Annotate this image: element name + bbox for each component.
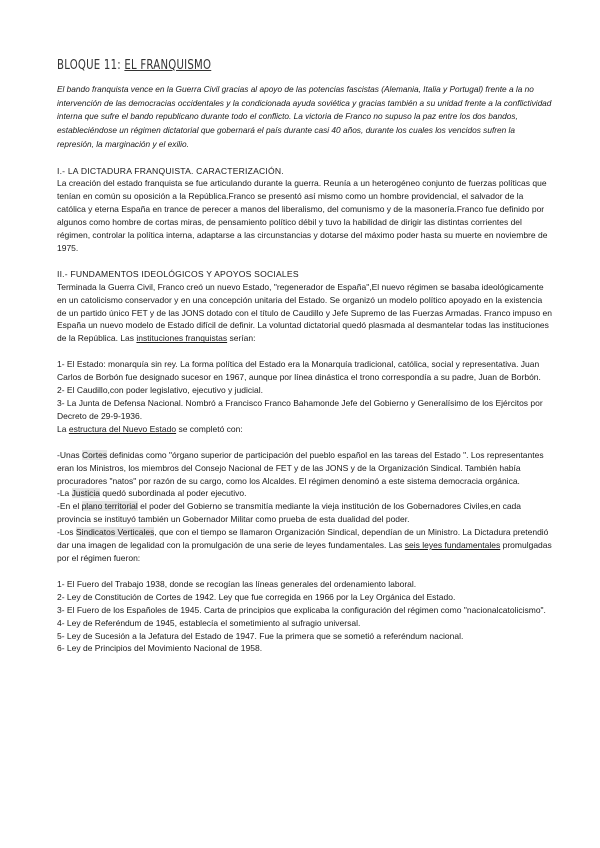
justicia-pre: -La — [57, 488, 72, 499]
intro-paragraph: El bando franquista vence en la Guerra Civil gracias al apoyo de las potencias fascistas (Alemania, Italia y Portugal) frente a la no intervención de las democracias occidentales y la condicionada ayuda soviética y gracias también a su unidad frente a la conflictividad interna que sufre el bando republicano durante todo el conflicto. La victoria de Franco no supuso la paz entre los dos bandos, estableciéndose un régimen dictatorial que gobernará el país durante casi 40 años, durante los cuales los vencidos sufren la represión, la marginación y el exilio. — [57, 84, 552, 149]
section-2 — [57, 268, 553, 655]
leyes-post: promulgadas por el régimen fueron: — [57, 540, 552, 563]
law-item: 3- El Fuero de los Españoles de 1945. Carta de principios que explicaba la configuración del régimen como "nacionalcatolicismo". — [57, 604, 546, 615]
institution-item: 1- El Estado: monarquía sin rey. La forma política del Estado era la Monarquía tradicional, católica, social y representativa. Juan Carlos de Borbón fue designado sucesor en 1967, aunque por línea dinástica el trono correspondía a su padre, Juan de Borbón. — [57, 359, 541, 383]
plano-pre: -En el — [57, 501, 82, 512]
sindicatos-highlight: Sindicatos Verticales — [75, 527, 155, 538]
justicia-paragraph — [57, 487, 553, 500]
sindicatos-post: , que con el tiempo se llamaron Organización Sindical, dependían de un Ministro. La Dictadura pretendió dar una imagen de legalidad con la promulgación de una serie de leyes fundamentales. Las — [57, 527, 549, 551]
law-item: 1- El Fuero del Trabajo 1938, donde se recogían las líneas generales del ordenamiento laboral. — [57, 578, 417, 589]
leyes-link: seis leyes fundamentales — [404, 540, 501, 551]
structure-line — [57, 423, 553, 436]
plano-paragraph — [57, 500, 553, 526]
law-item: 6- Ley de Principios del Movimiento Nacional de 1958. — [57, 643, 263, 654]
plano-highlight: plano territorial — [81, 501, 138, 512]
structure-post: se completó con: — [176, 423, 243, 434]
page-title — [57, 58, 444, 73]
sindicatos-pre: -Los — [57, 527, 76, 538]
law-item: 4- Ley de Referéndum de 1945, establecía el sometimiento al sufragio universal. — [57, 617, 361, 628]
plano-post: el poder del Gobierno se transmitía mediante la vieja institución de los Gobernadores Civiles,en cada provincia se instituyó también un Gobernador Militar como prueba de esta dualidad del poder. — [57, 501, 521, 525]
section-2-body-text: Terminada la Guerra Civil, Franco creó un nuevo Estado, "regenerador de España",El nuevo régimen se basaba ideológicamente en un catolicismo conservador y en una concepción unitaria del Estado. Se organizó un modelo político apoyado en la existencia de un partido único FET y de las JONS dotado con el título de Caudillo y Jefe Supremo de las Fuerzas Armadas. Franco impuso en España un nuevo modelo de Estado difícil de definir. La voluntad dictatorial quedó plasmada al desmantelar todas las instituciones de la República. Las — [57, 281, 552, 344]
section-1-body: La creación del estado franquista se fue articulando durante la guerra. Reunía a un heterogéneo conjunto de fuerzas políticas que tenían en común su oposición a la República.Franco se presentó así mismo como un hombre providencial, el salvador de la católica y eterna España en trance de perecer a manos del liberalismo, del comunismo y de la masonería.Franco fue definido por algunos como hombre de cortas miras, de pensamiento político débil y tuvo la habilidad de dirigir las distintas corrientes del régimen, controlar la política interna, adaptarse a las circunstancias y dotarse del máximo poder hasta su muerte en noviembre de 1975. — [57, 178, 548, 253]
title-main: BLOQUE 11: — [57, 58, 121, 73]
document-page — [57, 58, 553, 668]
instituciones-link: instituciones franquistas — [136, 333, 228, 344]
section-1-heading: I.- LA DICTADURA FRANQUISTA. CARACTERIZACIÓN. — [57, 165, 284, 176]
cortes-highlight: Cortes — [82, 449, 108, 460]
sindicatos-paragraph — [57, 526, 553, 565]
cortes-pre: -Unas — [57, 449, 83, 460]
justicia-post: quedó subordinada al poder ejecutivo. — [100, 488, 247, 499]
section-2-heading: II.- FUNDAMENTOS IDEOLÓGICOS Y APOYOS SOCIALES — [57, 268, 299, 279]
justicia-highlight: Justicia — [71, 488, 100, 499]
title-subject: EL FRANQUISMO — [124, 58, 212, 73]
cortes-post: definidas como "órgano superior de participación del pueblo español en las tareas del Estado ". Los representantes eran los Ministros, los miembros del Consejo Nacional de FET y de las JONS y de la Organización Sindical. También había procuradores "natos" por razón de su cargo, como los Alcaldes. El régimen denominó a este sistema democracia orgánica. — [57, 449, 544, 486]
section-1 — [57, 165, 553, 255]
section-2-body — [57, 281, 553, 346]
institution-item: 3- La Junta de Defensa Nacional. Nombró a Francisco Franco Bahamonde Jefe del Gobierno y Generalísimo de los Ejércitos por Decreto de 29-9-1936. — [57, 398, 543, 421]
section-2-body-end: serían: — [227, 333, 256, 344]
structure-pre: La — [57, 423, 67, 434]
law-item: 2- Ley de Constitución de Cortes de 1942. Ley que fue corregida en 1966 por la Ley Orgánica del Estado. — [57, 591, 456, 602]
estructura-link: estructura del Nuevo Estado — [68, 423, 177, 434]
cortes-paragraph — [57, 449, 553, 488]
law-item: 5- Ley de Sucesión a la Jefatura del Estado de 1947. Fue la primera que se sometió a referéndum nacional. — [57, 630, 464, 641]
institution-item: 2- El Caudillo,con poder legislativo, ejecutivo y judicial. — [57, 385, 263, 396]
